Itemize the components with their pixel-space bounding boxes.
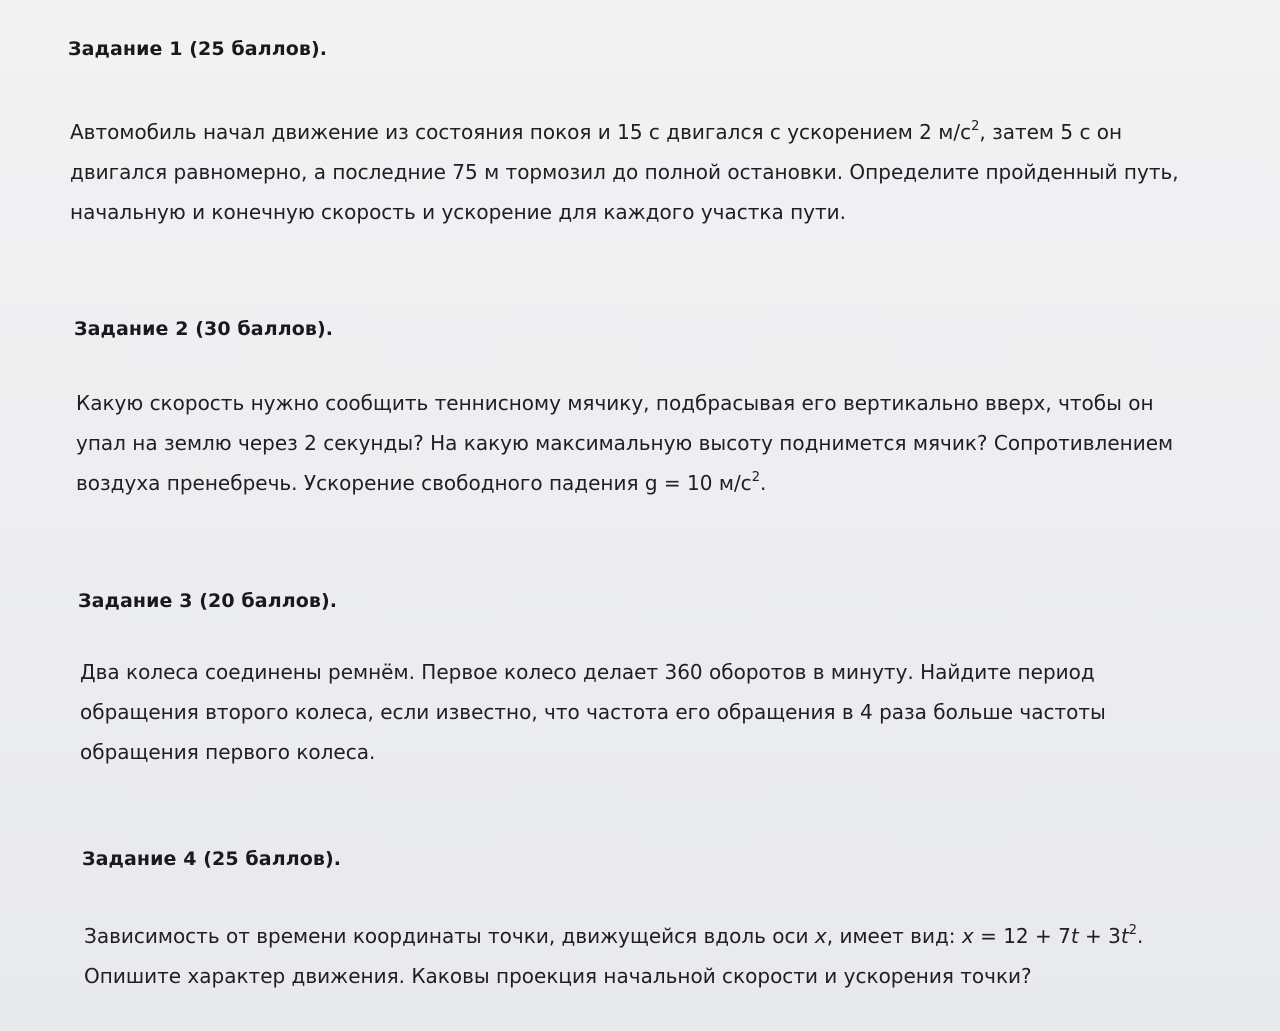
task-4-title: Задание 4 (25 баллов). xyxy=(82,848,342,870)
task-1-line-1-part-a: Автомобиль начал движение из состояния покоя и 15 с двигался с ускорением 2 м/с xyxy=(70,120,972,144)
task-3-title: Задание 3 (20 баллов). xyxy=(78,590,338,612)
squared-exponent: 2 xyxy=(751,470,760,485)
task-2-line-2: упал на землю через 2 секунды? На какую максимальную высоту поднимется мячик? Сопротивлением xyxy=(76,431,1174,455)
task-3-line-2: обращения второго колеса, если известно, что частота его обращения в 4 раза больше частоты xyxy=(80,700,1106,724)
task-2-line-3-part-b: . xyxy=(759,471,767,495)
task-1-text xyxy=(70,112,1179,232)
task-1-line-1-part-b: , затем 5 с он xyxy=(979,120,1123,144)
task-2-line-3-part-a: воздуха пренебречь. Ускорение свободного падения g = 10 м/с xyxy=(76,471,752,495)
task-4-line-1 xyxy=(84,916,1143,956)
task-3-line-3: обращения первого колеса. xyxy=(80,740,376,764)
task-4-line-1-intro: Зависимость от времени координаты точки, движущейся вдоль оси xyxy=(84,924,815,948)
squared-exponent: 2 xyxy=(971,119,980,134)
formula-constant-part: = 12 + 7 xyxy=(973,924,1071,948)
task-3-text xyxy=(80,652,1106,772)
formula-x: x xyxy=(961,924,974,948)
task-3-line-1: Два колеса соединены ремнём. Первое колесо делает 360 оборотов в минуту. Найдите период xyxy=(80,660,1095,684)
formula-t: t xyxy=(1070,924,1079,948)
task-1-line-1 xyxy=(70,112,1179,152)
task-4-line-1-mid: , имеет вид: xyxy=(826,924,962,948)
variable-x: x xyxy=(814,924,827,948)
formula-end: . xyxy=(1137,924,1144,948)
formula-plus-part: + 3 xyxy=(1078,924,1121,948)
task-4-text xyxy=(84,916,1143,996)
squared-exponent: 2 xyxy=(1128,923,1138,938)
formula-t-squared-base: t xyxy=(1120,924,1129,948)
task-1-line-3: начальную и конечную скорость и ускорение для каждого участка пути. xyxy=(70,200,847,224)
task-2-line-3 xyxy=(76,463,1173,503)
task-1-title: Задание 1 (25 баллов). xyxy=(68,38,328,60)
task-4-line-2: Опишите характер движения. Каковы проекция начальной скорости и ускорения точки? xyxy=(84,964,1032,988)
task-2-text xyxy=(76,383,1173,503)
task-2-line-1: Какую скорость нужно сообщить теннисному мячику, подбрасывая его вертикально вверх, чтобы он xyxy=(76,391,1154,415)
task-2-title: Задание 2 (30 баллов). xyxy=(74,318,334,340)
task-1-line-2: двигался равномерно, а последние 75 м тормозил до полной остановки. Определите пройденный путь, xyxy=(70,160,1179,184)
